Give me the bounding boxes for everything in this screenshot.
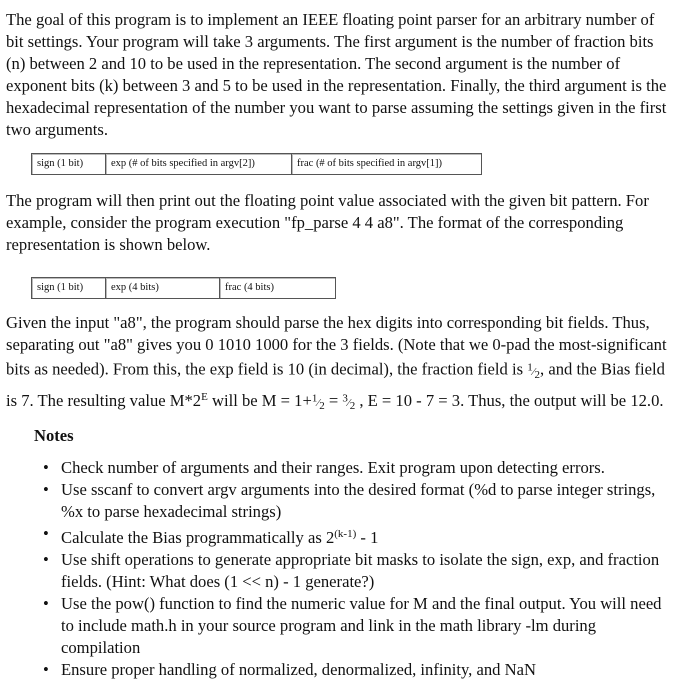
fraction-denominator: 2 [534, 368, 541, 381]
note-text: Calculate the Bias programmatically as 2 [61, 528, 335, 548]
bit-layout-general [31, 153, 672, 175]
fraction-denominator: 2 [349, 400, 356, 413]
frac-field-cell: frac (4 bits) [220, 277, 336, 299]
fraction-numerator: 1 [527, 361, 533, 373]
explanation-text-2: , and the Bias field is 7. The resulting value M*2 [6, 359, 665, 410]
bullet-icon: • [43, 524, 49, 544]
fraction-numerator: 3 [342, 392, 348, 405]
explanation-text-3: will be M = 1+ [207, 390, 312, 410]
explanation-text-4: = [324, 390, 343, 410]
fraction-one-half: $^1⁄_2$ [527, 361, 541, 381]
fraction-numerator: 1 [311, 392, 318, 405]
bias-tail: - 1 [356, 528, 379, 548]
note-text: Use shift operations to generate appropriate bit masks to isolate the sign, exp, and fraction fields. (Hint: What does (1 << n) - 1 generate?) [61, 550, 660, 592]
explanation-paragraph [6, 312, 672, 417]
bullet-icon: • [43, 660, 49, 680]
list-item [43, 659, 672, 681]
list-item [43, 593, 672, 659]
bias-exponent: (k-1) [334, 528, 357, 541]
fraction-one-half-2: $^1⁄_2$ [311, 392, 325, 413]
fraction-three-halves: $^3⁄_2$ [342, 392, 356, 413]
exp-field-cell: exp (# of bits specified in argv[2]) [106, 153, 292, 175]
bullet-icon: • [43, 594, 49, 614]
bullet-icon: • [43, 550, 49, 570]
explanation-text-5: , E = 10 - 7 = 3. Thus, the output will be 12.0. [355, 390, 664, 410]
notes-heading: Notes [34, 426, 74, 446]
intro-paragraph: The goal of this program is to implement an IEEE floating point parser for an arbitrary number of bit settings. Your program will take 3 arguments. The first argument is the number of fraction bits (n) between 2 and 10 to be used in the representation. The second argument is the number of exponent bits (k) between 3 and 5 to be used in the representation. Finally, the third argument is the hexadecimal representation of the number you want to parse assuming the settings given in the first two arguments. [6, 10, 667, 139]
explanation-text-1: Given the input "a8", the program should parse the hex digits into corresponding bit fields. Thus, separating out "a8" gives you 0 1010 1000 for the 3 fields. (Note that we 0-pad the most-significant bits as needed). From this, the exp field is 10 (in decimal), the fraction field is [6, 313, 667, 379]
sign-field-cell: sign (1 bit) [31, 277, 106, 299]
list-item [43, 523, 672, 549]
list-item [43, 549, 672, 593]
exponent-e: E [201, 390, 208, 403]
example-paragraph: The program will then print out the floating point value associated with the given bit pattern. For example, consider the program execution "fp_parse 4 4 a8". The format of the corresponding representation is shown below. [6, 191, 649, 254]
note-text: Use sscanf to convert argv arguments into the desired format (%d to parse integer strings, %x to parse hexadecimal strings) [61, 480, 656, 522]
bullet-icon: • [43, 458, 49, 478]
frac-field-cell: frac (# of bits specified in argv[1]) [292, 153, 482, 175]
bullet-icon: • [43, 480, 49, 500]
note-text: Check number of arguments and their ranges. Exit program upon detecting errors. [61, 458, 605, 478]
fraction-denominator: 2 [319, 400, 325, 413]
bit-layout-example [31, 277, 672, 299]
list-item [43, 479, 672, 523]
sign-field-cell: sign (1 bit) [31, 153, 106, 175]
notes-list [6, 457, 672, 681]
exp-field-cell: exp (4 bits) [106, 277, 220, 299]
list-item [43, 457, 672, 479]
note-text: Use the pow() function to find the numeric value for M and the final output. You will need to include math.h in your source program and link in the math library -lm during compilation [61, 594, 662, 658]
note-text: Ensure proper handling of normalized, denormalized, infinity, and NaN [61, 660, 536, 680]
